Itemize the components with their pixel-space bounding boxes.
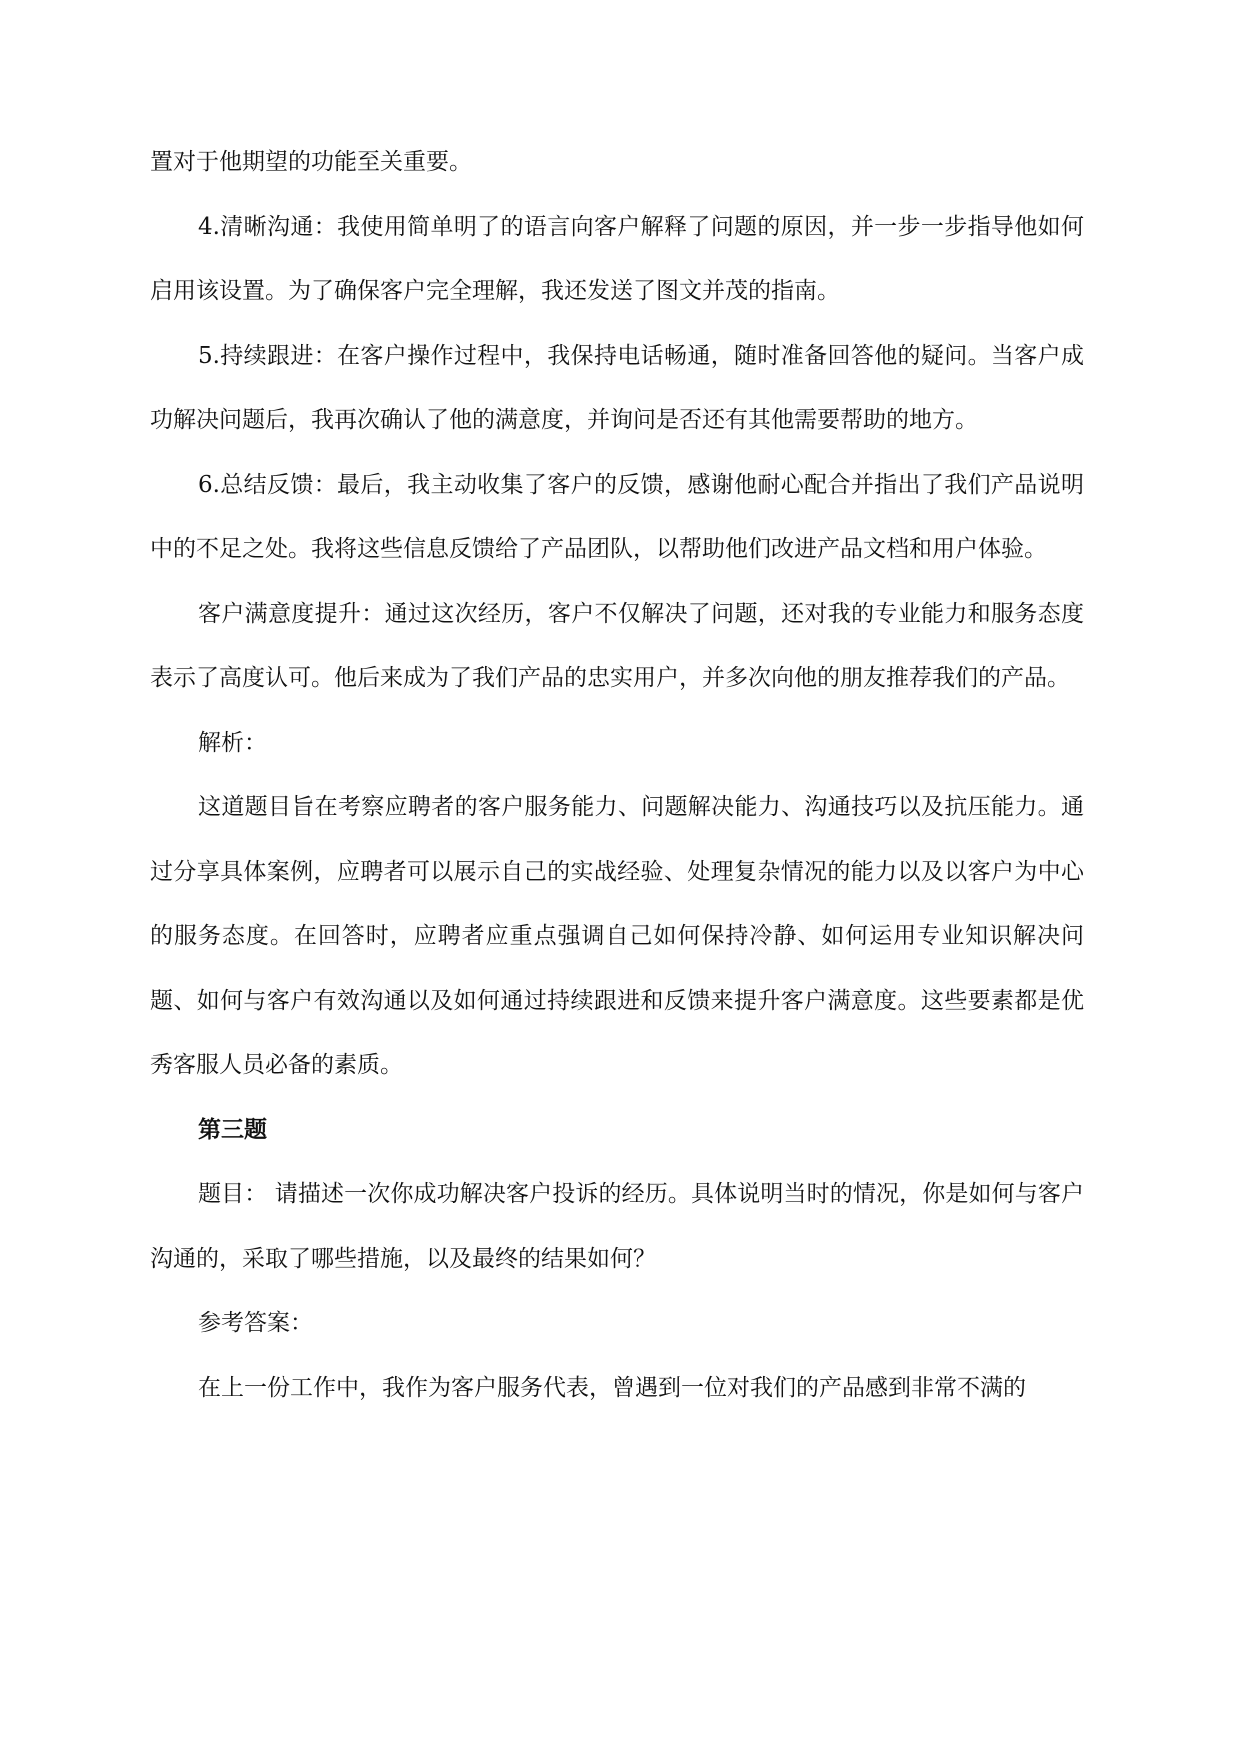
paragraph-analysis: 这道题目旨在考察应聘者的客户服务能力、问题解决能力、沟通技巧以及抗压能力。通过分享具体案例，应聘者可以展示自己的实战经验、处理复杂情况的能力以及以客户为中心的服务态度。在回答时，应聘者应重点强调自己如何保持冷静、如何运用专业知识解决问题、如何与客户有效沟通以及如何通过持续跟进和反馈来提升客户满意度。这些要素都是优秀客服人员必备的素质。 — [150, 794, 1084, 1078]
document-page — [150, 130, 1084, 1420]
paragraph-question: 题目： 请描述一次你成功解决客户投诉的经历。具体说明当时的情况，你是如何与客户沟通的，采取了哪些措施，以及最终的结果如何？ — [150, 1181, 1084, 1272]
paragraph-step-5: 5.持续跟进：在客户操作过程中，我保持电话畅通，随时准备回答他的疑问。当客户成功解决问题后，我再次确认了他的满意度，并询问是否还有其他需要帮助的地方。 — [150, 342, 1084, 433]
paragraph-satisfaction: 客户满意度提升：通过这次经历，客户不仅解决了问题，还对我的专业能力和服务态度表示了高度认可。他后来成为了我们产品的忠实用户，并多次向他的朋友推荐我们的产品。 — [150, 600, 1084, 691]
paragraph-answer: 在上一份工作中，我作为客户服务代表，曾遇到一位对我们的产品感到非常不满的 — [198, 1374, 1026, 1401]
paragraph-continuation: 置对于他期望的功能至关重要。 — [150, 149, 472, 175]
reference-answer-label: 参考答案： — [198, 1310, 313, 1336]
paragraph-step-6: 6.总结反馈：最后，我主动收集了客户的反馈，感谢他耐心配合并指出了我们产品说明中的不足之处。我将这些信息反馈给了产品团队，以帮助他们改进产品文档和用户体验。 — [150, 471, 1084, 562]
analysis-label: 解析： — [198, 729, 267, 756]
paragraph-step-4: 4.清晰沟通：我使用简单明了的语言向客户解释了问题的原因，并一步一步指导他如何启用该设置。为了确保客户完全理解，我还发送了图文并茂的指南。 — [150, 213, 1084, 304]
section-heading: 第三题 — [198, 1116, 267, 1143]
